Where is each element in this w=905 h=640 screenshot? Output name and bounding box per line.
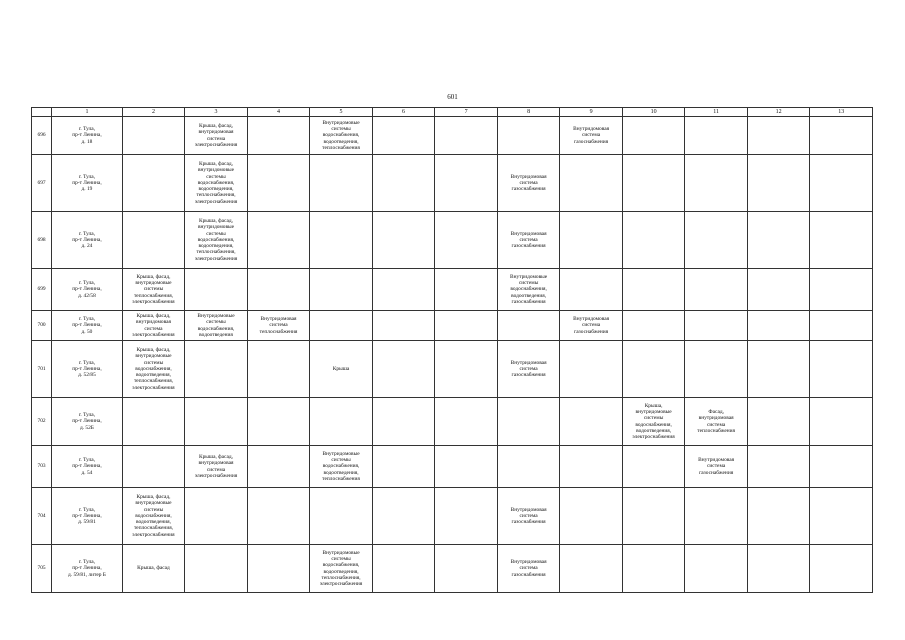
- work-cell: [622, 212, 685, 269]
- work-cell: [810, 117, 873, 155]
- work-cell: [372, 212, 435, 269]
- table-row: [32, 311, 873, 341]
- work-cell: [810, 488, 873, 545]
- work-cell: [685, 488, 748, 545]
- work-cell: [310, 155, 373, 212]
- column-number-row: [32, 108, 873, 117]
- work-cell: [372, 311, 435, 341]
- work-cell: [122, 212, 185, 269]
- column-header: 1: [52, 108, 123, 117]
- work-cell: Внутридомовая система газоснабжения: [497, 545, 560, 593]
- work-cell: [497, 311, 560, 341]
- work-cell: [685, 269, 748, 311]
- work-cell: [685, 155, 748, 212]
- column-header: 7: [435, 108, 498, 117]
- work-cell: [810, 398, 873, 446]
- row-number-cell: 700: [32, 311, 52, 341]
- address-cell: г. Тула, пр-т Ленина, д. 24: [52, 212, 123, 269]
- work-cell: [310, 398, 373, 446]
- work-cell: [622, 446, 685, 488]
- work-cell: [685, 117, 748, 155]
- work-cell: [810, 446, 873, 488]
- work-cell: [185, 545, 248, 593]
- work-cell: [122, 446, 185, 488]
- table-row: [32, 545, 873, 593]
- work-cell: [560, 398, 623, 446]
- column-header: 3: [185, 108, 248, 117]
- row-number-cell: 703: [32, 446, 52, 488]
- work-cell: Внутридомовая система газоснабжения: [560, 117, 623, 155]
- work-cell: [747, 311, 810, 341]
- address-cell: г. Тула, пр-т Ленина, д. 42/58: [52, 269, 123, 311]
- work-cell: Крыша, фасад, внутридомовая система электроснабжения: [185, 117, 248, 155]
- work-cell: [122, 398, 185, 446]
- work-cell: [622, 311, 685, 341]
- column-header: 9: [560, 108, 623, 117]
- work-cell: [372, 545, 435, 593]
- address-cell: г. Тула, пр-т Ленина, д. 19: [52, 155, 123, 212]
- work-cell: [372, 269, 435, 311]
- work-cell: Крыша, внутридомовые системы водоснабжения, водоотведения, электроснабжения: [622, 398, 685, 446]
- work-cell: [372, 155, 435, 212]
- work-cell: [560, 488, 623, 545]
- work-cell: Крыша, фасад, внутридомовая система электроснабжения: [185, 446, 248, 488]
- work-cell: [372, 398, 435, 446]
- work-cell: [247, 446, 310, 488]
- work-cell: [622, 341, 685, 398]
- row-number-cell: 704: [32, 488, 52, 545]
- column-header: 4: [247, 108, 310, 117]
- work-cell: Внутридомовая система газоснабжения: [497, 488, 560, 545]
- work-cell: [122, 117, 185, 155]
- table-row: [32, 117, 873, 155]
- table-row: [32, 446, 873, 488]
- work-cell: [497, 446, 560, 488]
- work-cell: [560, 212, 623, 269]
- work-cell: [747, 155, 810, 212]
- work-cell: Внутридомовая система газоснабжения: [685, 446, 748, 488]
- work-cell: Крыша, фасад, внутридомовая система электроснабжения: [122, 311, 185, 341]
- work-cell: [747, 446, 810, 488]
- work-cell: [247, 488, 310, 545]
- work-cell: [622, 155, 685, 212]
- work-cell: [247, 155, 310, 212]
- work-cell: [560, 155, 623, 212]
- work-cell: [435, 311, 498, 341]
- column-header: 12: [747, 108, 810, 117]
- page-number: 601: [447, 93, 458, 101]
- row-number-cell: 698: [32, 212, 52, 269]
- column-header: [32, 108, 52, 117]
- row-number-cell: 702: [32, 398, 52, 446]
- work-cell: [747, 269, 810, 311]
- column-header: 5: [310, 108, 373, 117]
- work-cell: [622, 488, 685, 545]
- work-cell: Крыша, фасад, внутридомовые системы теплоснабжения, электроснабжения: [122, 269, 185, 311]
- work-cell: [372, 341, 435, 398]
- work-cell: [435, 117, 498, 155]
- work-cell: Крыша, фасад, внутридомовые системы водоснабжения, водоотведения, теплоснабжения, электроснабжения: [185, 212, 248, 269]
- work-cell: [122, 155, 185, 212]
- work-cell: [372, 488, 435, 545]
- address-cell: г. Тула, пр-т Ленина, д. 52/85: [52, 341, 123, 398]
- work-cell: Внутридомовая система газоснабжения: [497, 341, 560, 398]
- table-row: [32, 488, 873, 545]
- work-cell: [310, 212, 373, 269]
- table-row: [32, 155, 873, 212]
- table-row: [32, 341, 873, 398]
- work-cell: [310, 311, 373, 341]
- work-cell: [310, 269, 373, 311]
- work-cell: [185, 488, 248, 545]
- work-cell: Внутридомовая система газоснабжения: [497, 155, 560, 212]
- work-cell: [622, 545, 685, 593]
- work-cell: [435, 488, 498, 545]
- work-cell: Крыша, фасад, внутридомовые системы водоснабжения, водоотведения, теплоснабжения, электроснабжения: [185, 155, 248, 212]
- row-number-cell: 705: [32, 545, 52, 593]
- work-cell: [247, 341, 310, 398]
- work-cell: Крыша: [310, 341, 373, 398]
- work-cell: Внутридомовые системы водоснабжения, водоотведения, теплоснабжения, электроснабжения: [310, 545, 373, 593]
- work-cell: [622, 117, 685, 155]
- column-header: 13: [810, 108, 873, 117]
- work-cell: [185, 398, 248, 446]
- work-cell: Внутридомовые системы водоснабжения, водоотведения, теплоснабжения: [310, 117, 373, 155]
- work-cell: [310, 488, 373, 545]
- work-cell: Крыша, фасад, внутридомовые системы водоснабжения, водоотведения, теплоснабжения, электроснабжения: [122, 488, 185, 545]
- work-cell: [435, 212, 498, 269]
- address-cell: г. Тула, пр-т Ленина, д. 59/81, литер Б: [52, 545, 123, 593]
- address-cell: г. Тула, пр-т Ленина, д. 59/81: [52, 488, 123, 545]
- work-cell: [747, 212, 810, 269]
- work-cell: [435, 341, 498, 398]
- work-cell: [247, 545, 310, 593]
- work-cell: [747, 398, 810, 446]
- work-cell: [372, 117, 435, 155]
- work-cell: [247, 212, 310, 269]
- work-cell: [810, 311, 873, 341]
- work-cell: [435, 446, 498, 488]
- work-cell: Крыша, фасад: [122, 545, 185, 593]
- work-cell: [747, 488, 810, 545]
- work-cell: [247, 269, 310, 311]
- work-cell: Фасад, внутридомовая система теплоснабжения: [685, 398, 748, 446]
- work-cell: [185, 341, 248, 398]
- work-cell: [810, 545, 873, 593]
- work-cell: [560, 269, 623, 311]
- work-cell: Крыша, фасад, внутридомовые системы водоснабжения, водоотведения, теплоснабжения, электроснабжения: [122, 341, 185, 398]
- work-cell: [685, 212, 748, 269]
- row-number-cell: 699: [32, 269, 52, 311]
- table-header: [32, 108, 873, 117]
- repair-schedule-table: [31, 107, 873, 593]
- work-cell: [747, 117, 810, 155]
- work-cell: Внутридомовые системы водоснабжения, водоотведения, газоснабжения: [497, 269, 560, 311]
- work-cell: [435, 398, 498, 446]
- work-cell: [622, 269, 685, 311]
- work-cell: [810, 212, 873, 269]
- work-cell: [810, 155, 873, 212]
- work-cell: [497, 117, 560, 155]
- column-header: 2: [122, 108, 185, 117]
- column-header: 8: [497, 108, 560, 117]
- table-row: [32, 398, 873, 446]
- work-cell: [372, 446, 435, 488]
- work-cell: [435, 155, 498, 212]
- work-cell: [685, 545, 748, 593]
- work-cell: [185, 269, 248, 311]
- work-cell: [810, 269, 873, 311]
- work-cell: [497, 398, 560, 446]
- work-cell: [747, 341, 810, 398]
- table-body: [32, 117, 873, 593]
- work-cell: [560, 446, 623, 488]
- address-cell: г. Тула, пр-т Ленина, д. 54: [52, 446, 123, 488]
- work-cell: [810, 341, 873, 398]
- row-number-cell: 697: [32, 155, 52, 212]
- work-cell: Внутридомовая система газоснабжения: [560, 311, 623, 341]
- work-cell: [435, 269, 498, 311]
- work-cell: [747, 545, 810, 593]
- work-cell: [247, 398, 310, 446]
- column-header: 10: [622, 108, 685, 117]
- address-cell: г. Тула, пр-т Ленина, д. 18: [52, 117, 123, 155]
- work-cell: [685, 341, 748, 398]
- column-header: 11: [685, 108, 748, 117]
- work-cell: [560, 545, 623, 593]
- work-cell: Внутридомовые системы водоснабжения, водоотведения, теплоснабжения: [310, 446, 373, 488]
- work-cell: [435, 545, 498, 593]
- address-cell: г. Тула, пр-т Ленина, д. 52Б: [52, 398, 123, 446]
- work-cell: [560, 341, 623, 398]
- work-cell: [247, 117, 310, 155]
- address-cell: г. Тула, пр-т Ленина, д. 50: [52, 311, 123, 341]
- work-cell: Внутридомовая система газоснабжения: [497, 212, 560, 269]
- table-row: [32, 269, 873, 311]
- work-cell: [685, 311, 748, 341]
- table-row: [32, 212, 873, 269]
- column-header: 6: [372, 108, 435, 117]
- row-number-cell: 701: [32, 341, 52, 398]
- work-cell: Внутридомовая система теплоснабжения: [247, 311, 310, 341]
- work-cell: Внутридомовые системы водоснабжения, водоотведения: [185, 311, 248, 341]
- row-number-cell: 696: [32, 117, 52, 155]
